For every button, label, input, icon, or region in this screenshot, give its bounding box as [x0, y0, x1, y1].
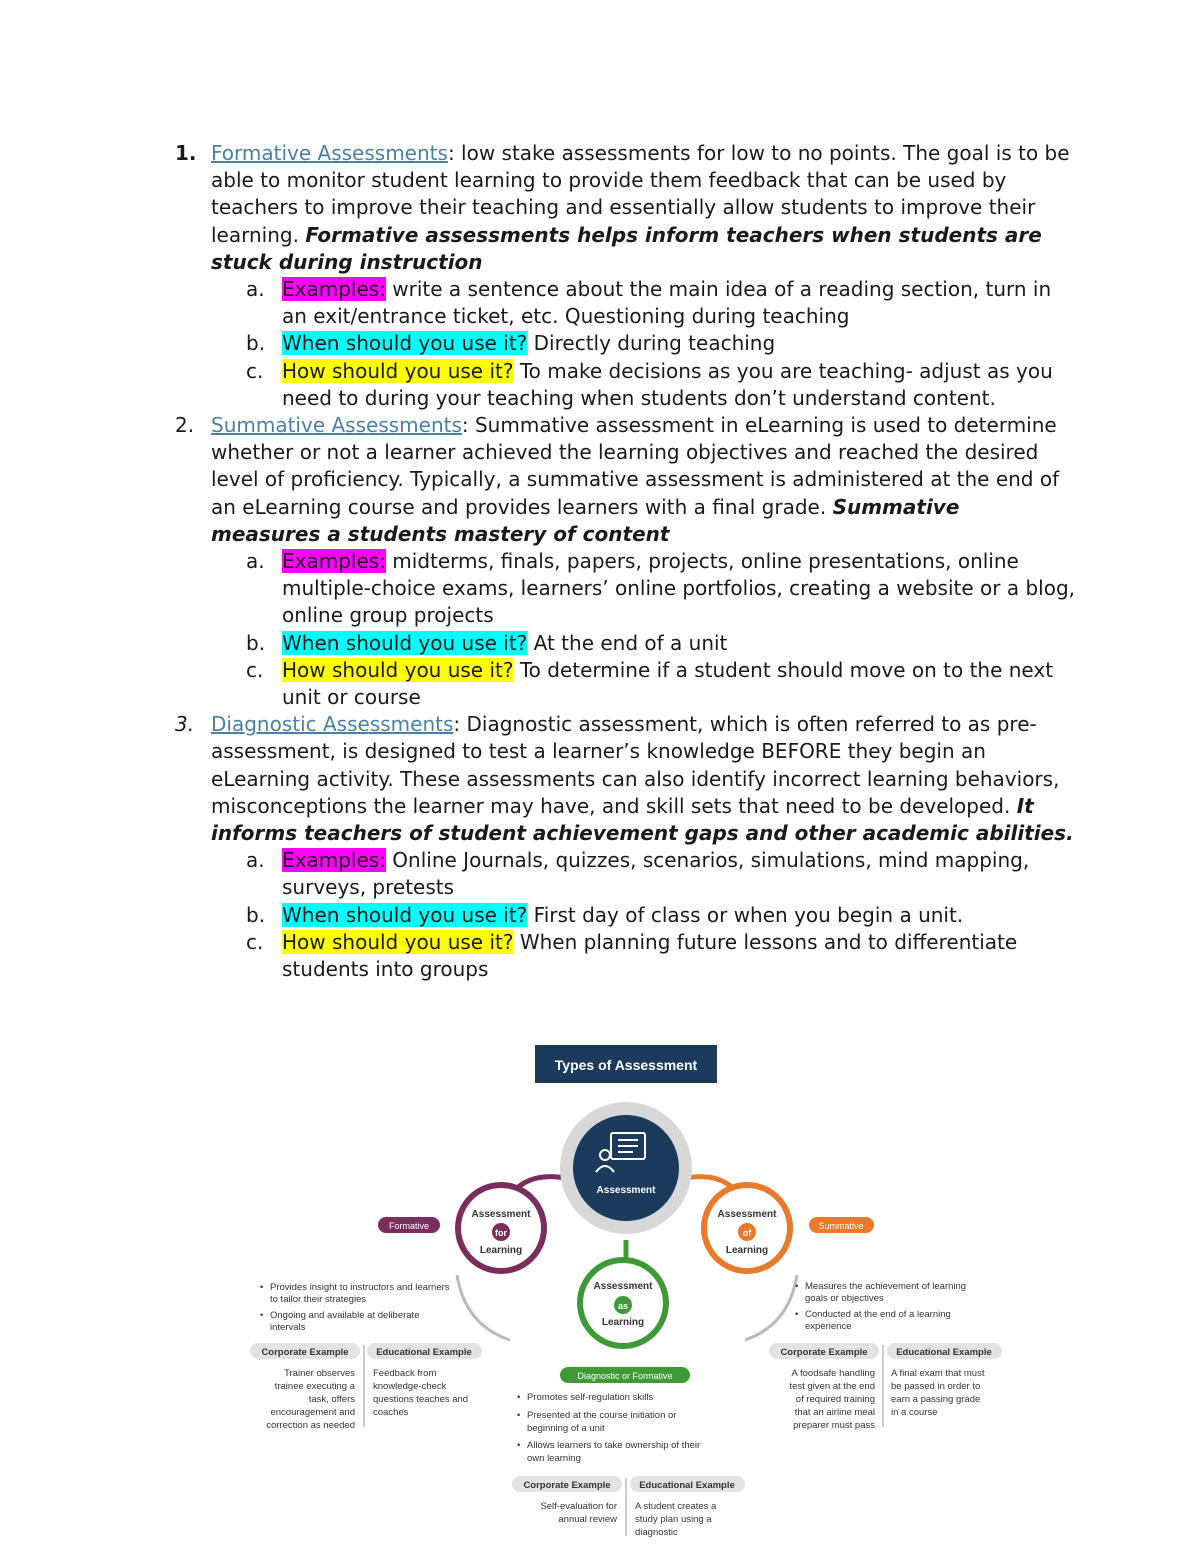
sub-text: Online Journals, quizzes, scenarios, simulations, mind mapping, surveys, pretests — [282, 848, 1030, 900]
list-number: 2. — [175, 413, 195, 438]
examples-label: Examples: — [282, 549, 386, 574]
left-corp-line: encouragement and — [270, 1407, 355, 1418]
middle-circle-line1: Assessment — [593, 1281, 653, 1292]
sub-letter: b. — [246, 630, 266, 655]
list-item-formative — [175, 140, 1075, 276]
middle-bullet-text: Allows learners to take ownership of their — [527, 1440, 701, 1451]
middle-corp-text — [540, 1501, 617, 1525]
sub-text: To make decisions as you are teaching- adjust as you need to during your teaching when students don’t understand content. — [282, 358, 1053, 410]
middle-edu-head: Educational Example — [639, 1480, 735, 1491]
left-bullet-text: to tailor their strategies — [270, 1294, 367, 1305]
right-corp-text — [789, 1368, 875, 1431]
how-label: How should you use it? — [282, 929, 514, 954]
sub-text: When planning future lessons and to differentiate students into groups — [282, 929, 1018, 982]
sub-item — [175, 847, 1075, 901]
middle-circle-line2: as — [617, 1301, 629, 1311]
diagnostic-tag: Diagnostic or Formative — [577, 1371, 673, 1381]
cycle-arc — [457, 1275, 510, 1340]
right-corp-line: of required training — [795, 1394, 875, 1405]
middle-bullets — [517, 1392, 700, 1464]
left-corp-line: correction as needed — [266, 1420, 355, 1431]
sub-letter: a. — [246, 549, 265, 574]
bullet-dot: • — [517, 1392, 521, 1403]
list-item-summative — [175, 412, 1075, 548]
left-bullets — [260, 1282, 450, 1333]
sub-item — [175, 630, 1075, 657]
cycle-arc — [745, 1275, 797, 1340]
right-corp-line: test given at the end — [789, 1381, 875, 1392]
sub-letter: a. — [246, 848, 265, 873]
right-edu-text — [891, 1368, 985, 1418]
list-number: 3. — [175, 712, 195, 737]
right-edu-line: A final exam that must — [891, 1368, 985, 1379]
sub-letter: b. — [246, 331, 266, 356]
summative-link[interactable]: Summative Assessments — [211, 413, 462, 438]
examples-label: Examples: — [282, 848, 386, 873]
middle-circle-line3: Learning — [601, 1317, 645, 1328]
bullet-dot: • — [260, 1282, 264, 1293]
right-corp-line: preparer must pass — [793, 1420, 875, 1431]
sub-text: write a sentence about the main idea of a reading section, turn in an exit/entrance ticket, etc. Questioning during teaching — [282, 277, 1052, 329]
sub-item — [175, 657, 1075, 711]
infographic-title: Types of Assessment — [554, 1057, 698, 1073]
left-circle-line1: Assessment — [471, 1209, 531, 1220]
left-corp-line: task, offers — [308, 1394, 355, 1405]
right-corp-head: Corporate Example — [780, 1347, 868, 1358]
how-label: How should you use it? — [282, 358, 514, 383]
sub-item — [175, 902, 1075, 929]
sub-letter: b. — [246, 902, 266, 927]
right-edu-head: Educational Example — [896, 1347, 992, 1358]
middle-edu-line: diagnostic — [635, 1527, 678, 1538]
right-bullets — [795, 1281, 966, 1332]
item-text: : Summative assessment in eLearning is used to determine whether or not a learner achieved the learning objectives and reached the desired level of proficiency. Typically, a summative assessment is administered at the end of an eLearning course and provides learners with a final grade. — [211, 413, 1060, 519]
right-corp-line: that an airline meal — [794, 1407, 875, 1418]
sub-text: At the end of a unit — [527, 630, 728, 655]
center-label: Assessment — [596, 1185, 656, 1196]
when-label: When should you use it? — [282, 630, 528, 655]
sub-item — [175, 358, 1075, 412]
sub-item — [175, 330, 1075, 357]
item-text: : Diagnostic assessment, which is often referred to as pre-assessment, is designed to test a learner’s knowledge BEFORE they begin an eLearning activity. These assessments can also identify incorrect learning behaviors, misconceptions the learner may have, and skill sets that need to be developed. — [211, 712, 1060, 818]
when-label: When should you use it? — [282, 331, 528, 356]
sub-text: To determine if a student should move on to the next unit or course — [282, 657, 1054, 710]
sub-letter: c. — [246, 657, 264, 682]
right-edu-line: be passed in order to — [891, 1381, 981, 1392]
right-corp-line: A foodsafe handling — [791, 1368, 875, 1379]
right-circle-line3: Learning — [725, 1245, 769, 1256]
right-circle-line1: Assessment — [717, 1209, 777, 1220]
left-circle-line2: for — [495, 1228, 507, 1238]
sub-letter: c. — [246, 358, 264, 383]
right-bullet-text: experience — [805, 1321, 852, 1332]
left-bullet-text: intervals — [270, 1322, 306, 1333]
sub-letter: c. — [246, 929, 264, 954]
bullet-dot: • — [260, 1310, 264, 1321]
middle-bullet-text: Presented at the course initiation or — [527, 1410, 677, 1421]
summative-tag: Summative — [818, 1221, 864, 1231]
left-circle-line3: Learning — [479, 1245, 523, 1256]
right-bullet-text: Conducted at the end of a learning — [805, 1309, 951, 1320]
item-emphasis: It informs teachers of student achievement gaps and other academic abilities. — [211, 793, 1074, 846]
left-edu-line: Feedback from — [373, 1368, 437, 1379]
left-bullet-text: Provides insight to instructors and learners — [270, 1282, 450, 1293]
diagnostic-link[interactable]: Diagnostic Assessments — [211, 712, 454, 737]
bullet-dot: • — [795, 1281, 799, 1292]
middle-corp-line: Self-evaluation for — [540, 1501, 617, 1512]
formative-link[interactable]: Formative Assessments — [211, 141, 448, 165]
middle-edu-text — [635, 1501, 717, 1538]
left-corp-line: Trainer observes — [284, 1368, 355, 1379]
list-number: 1. — [175, 141, 197, 165]
left-edu-head: Educational Example — [376, 1347, 472, 1358]
sub-item — [175, 276, 1075, 330]
formative-tag: Formative — [388, 1221, 430, 1231]
sub-item — [175, 548, 1075, 630]
item-emphasis: Formative assessments helps inform teachers when students are stuck during instruction — [211, 222, 1042, 274]
types-of-assessment-infographic — [245, 1040, 1010, 1540]
bullet-dot: • — [517, 1410, 521, 1421]
bullet-dot: • — [795, 1309, 799, 1320]
middle-corp-line: annual review — [558, 1514, 617, 1525]
middle-corp-head: Corporate Example — [523, 1480, 611, 1491]
right-circle-line2: of — [742, 1228, 752, 1238]
left-corp-text — [266, 1368, 355, 1431]
how-label: How should you use it? — [282, 657, 514, 682]
middle-edu-line: study plan using a — [635, 1514, 712, 1525]
left-edu-line: questions teaches and — [373, 1394, 469, 1405]
right-edu-line: earn a passing grade — [891, 1394, 981, 1405]
item-emphasis: Summative measures a students mastery of content — [211, 494, 960, 546]
right-bullet-text: goals or objectives — [805, 1293, 884, 1304]
sub-text: midterms, finals, papers, projects, online presentations, online multiple-choice exams, learners’ online portfolios, creating a website or a blog, online group projects — [282, 549, 1076, 628]
when-label: When should you use it? — [282, 902, 528, 927]
sub-item — [175, 929, 1075, 983]
left-edu-text — [373, 1368, 468, 1418]
sub-letter: a. — [246, 277, 265, 302]
right-edu-line: in a course — [891, 1407, 938, 1418]
middle-bullet-text: own learning — [527, 1453, 581, 1464]
middle-bullet-text: Promotes self-regulation skills — [527, 1392, 654, 1403]
left-bullet-text: Ongoing and available at deliberate — [270, 1310, 420, 1321]
item-text: : low stake assessments for low to no points. The goal is to be able to monitor student learning to provide them feedback that can be used by teachers to improve their teaching and essentially allow students to improve their learning. — [211, 141, 1070, 247]
left-corp-head: Corporate Example — [261, 1347, 349, 1358]
middle-bullet-text: beginning of a unit — [527, 1423, 605, 1434]
left-corp-line: trainee executing a — [274, 1381, 355, 1392]
center-circle — [573, 1115, 679, 1221]
sub-text: Directly during teaching — [527, 331, 776, 356]
middle-edu-line: A student creates a — [635, 1501, 717, 1512]
left-edu-line: coaches — [373, 1407, 409, 1418]
bullet-dot: • — [517, 1440, 521, 1451]
right-bullet-text: Measures the achievement of learning — [805, 1281, 967, 1292]
document-body — [175, 140, 1075, 983]
list-item-diagnostic — [175, 711, 1075, 847]
left-edu-line: knowledge-check — [373, 1381, 447, 1392]
examples-label: Examples: — [282, 277, 386, 302]
sub-text: First day of class or when you begin a unit. — [527, 902, 964, 927]
